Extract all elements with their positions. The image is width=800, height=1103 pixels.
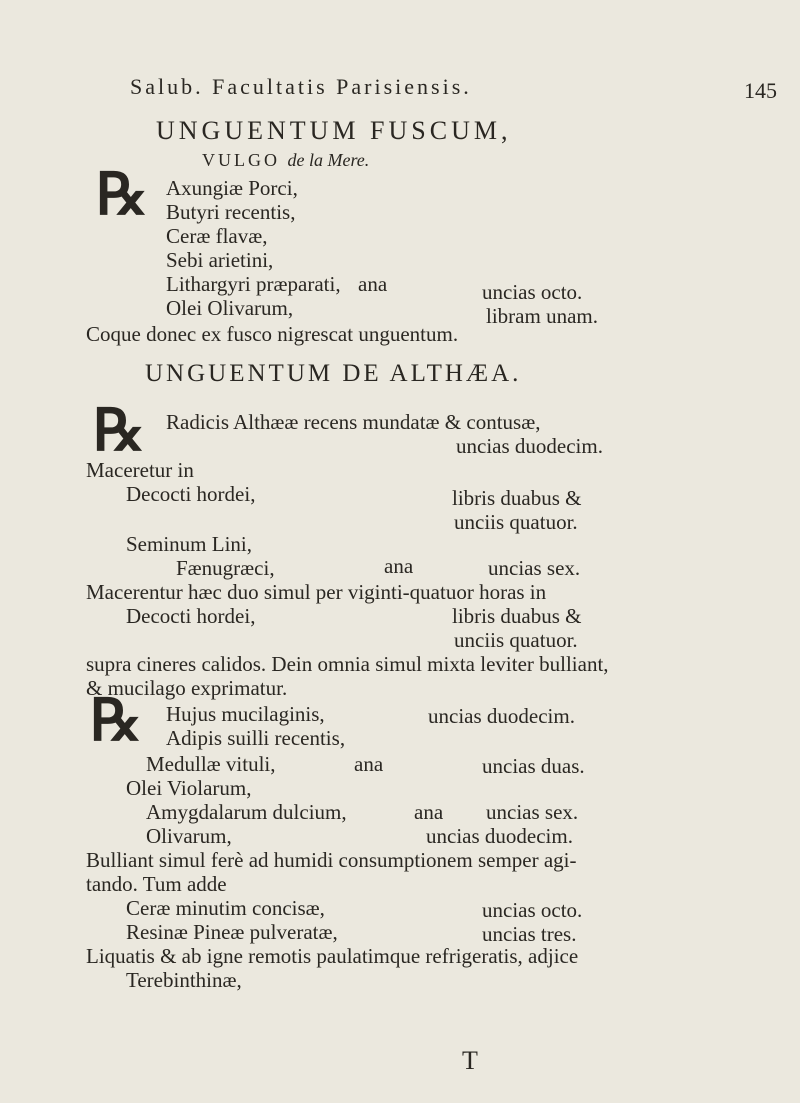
signature-mark: T	[462, 1046, 478, 1075]
recipe2-quantity: uncias duodecim.	[456, 434, 603, 458]
running-head: Salub. Facultatis Parisiensis.	[130, 74, 472, 99]
subtitle-italic: de la Mere.	[287, 150, 370, 170]
recipe3-line: Bulliant simul ferè ad humidi consumptionem semper agi-	[86, 848, 577, 872]
recipe3-line: Medullæ vituli,	[146, 752, 276, 776]
recipe-symbol-icon: ℞	[90, 688, 142, 753]
recipe-title-unguentum-fuscum: UNGUENTUM FUSCUM,	[156, 116, 512, 145]
recipe1-line: Butyri recentis,	[166, 200, 296, 224]
recipe-subtitle	[202, 150, 369, 171]
recipe2-ana: ana	[384, 554, 414, 578]
recipe3-quantity: uncias octo.	[482, 898, 583, 922]
recipe2-line: Decocti hordei,	[126, 482, 256, 506]
recipe2-line: Seminum Lini,	[126, 532, 252, 556]
recipe3-line: Olivarum,	[146, 824, 232, 848]
recipe2-line: Fænugræci,	[176, 556, 275, 580]
page-number: 145	[744, 78, 777, 103]
recipe1-quantity: libram unam.	[486, 304, 598, 328]
recipe1-line: Olei Olivarum,	[166, 296, 294, 320]
recipe-title-unguentum-de-althaea: UNGUENTUM DE ALTHÆA.	[145, 360, 522, 387]
recipe1-line: Sebi arietini,	[166, 248, 274, 272]
recipe3-line: Adipis suilli recentis,	[166, 726, 346, 750]
recipe3-line: Terebinthinæ,	[126, 968, 242, 992]
recipe-symbol-icon: ℞	[93, 398, 145, 463]
recipe1-line: Ceræ flavæ,	[166, 224, 268, 248]
recipe2-line: supra cineres calidos. Dein omnia simul mixta leviter bulliant,	[86, 652, 609, 676]
recipe2-quantity: unciis quatuor.	[454, 510, 578, 534]
recipe2-quantity: uncias sex.	[488, 556, 581, 580]
recipe3-line: tando. Tum adde	[86, 872, 227, 896]
recipe1-quantity: uncias octo.	[482, 280, 583, 304]
recipe3-line: Resinæ Pineæ pulveratæ,	[126, 920, 338, 944]
recipe3-line: Amygdalarum dulcium,	[146, 800, 347, 824]
recipe3-quantity: uncias sex.	[486, 800, 579, 824]
recipe2-quantity: libris duabus &	[452, 604, 582, 628]
recipe3-line: Hujus mucilaginis,	[166, 702, 325, 726]
recipe2-quantity: libris duabus &	[452, 486, 582, 510]
recipe1-line: Lithargyri præparati,	[166, 272, 341, 296]
recipe-symbol-icon: ℞	[96, 162, 148, 227]
recipe1-line: Coque donec ex fusco nigrescat unguentum.	[86, 322, 459, 346]
recipe3-ana: ana	[354, 752, 384, 776]
recipe3-quantity: uncias duodecim.	[428, 704, 575, 728]
recipe2-line: Macerentur hæc duo simul per viginti-quatuor horas in	[86, 580, 547, 604]
recipe2-line: & mucilago exprimatur.	[86, 676, 288, 700]
recipe3-ana: ana	[414, 800, 444, 824]
recipe3-line: Liquatis & ab igne remotis paulatimque refrigeratis, adjice	[86, 944, 579, 968]
recipe3-quantity: uncias duodecim.	[426, 824, 573, 848]
recipe2-quantity: unciis quatuor.	[454, 628, 578, 652]
recipe2-line: Radicis Althææ recens mundatæ & contusæ,	[166, 410, 541, 434]
recipe3-line: Olei Violarum,	[126, 776, 252, 800]
recipe2-line: Decocti hordei,	[126, 604, 256, 628]
recipe2-line: Maceretur in	[86, 458, 194, 482]
subtitle-prefix: VULGO	[202, 150, 280, 170]
recipe3-quantity: uncias duas.	[482, 754, 585, 778]
recipe1-line: Axungiæ Porci,	[166, 176, 298, 200]
recipe1-ana: ana	[358, 272, 388, 296]
recipe3-line: Ceræ minutim concisæ,	[126, 896, 325, 920]
recipe3-quantity: uncias tres.	[482, 922, 577, 946]
